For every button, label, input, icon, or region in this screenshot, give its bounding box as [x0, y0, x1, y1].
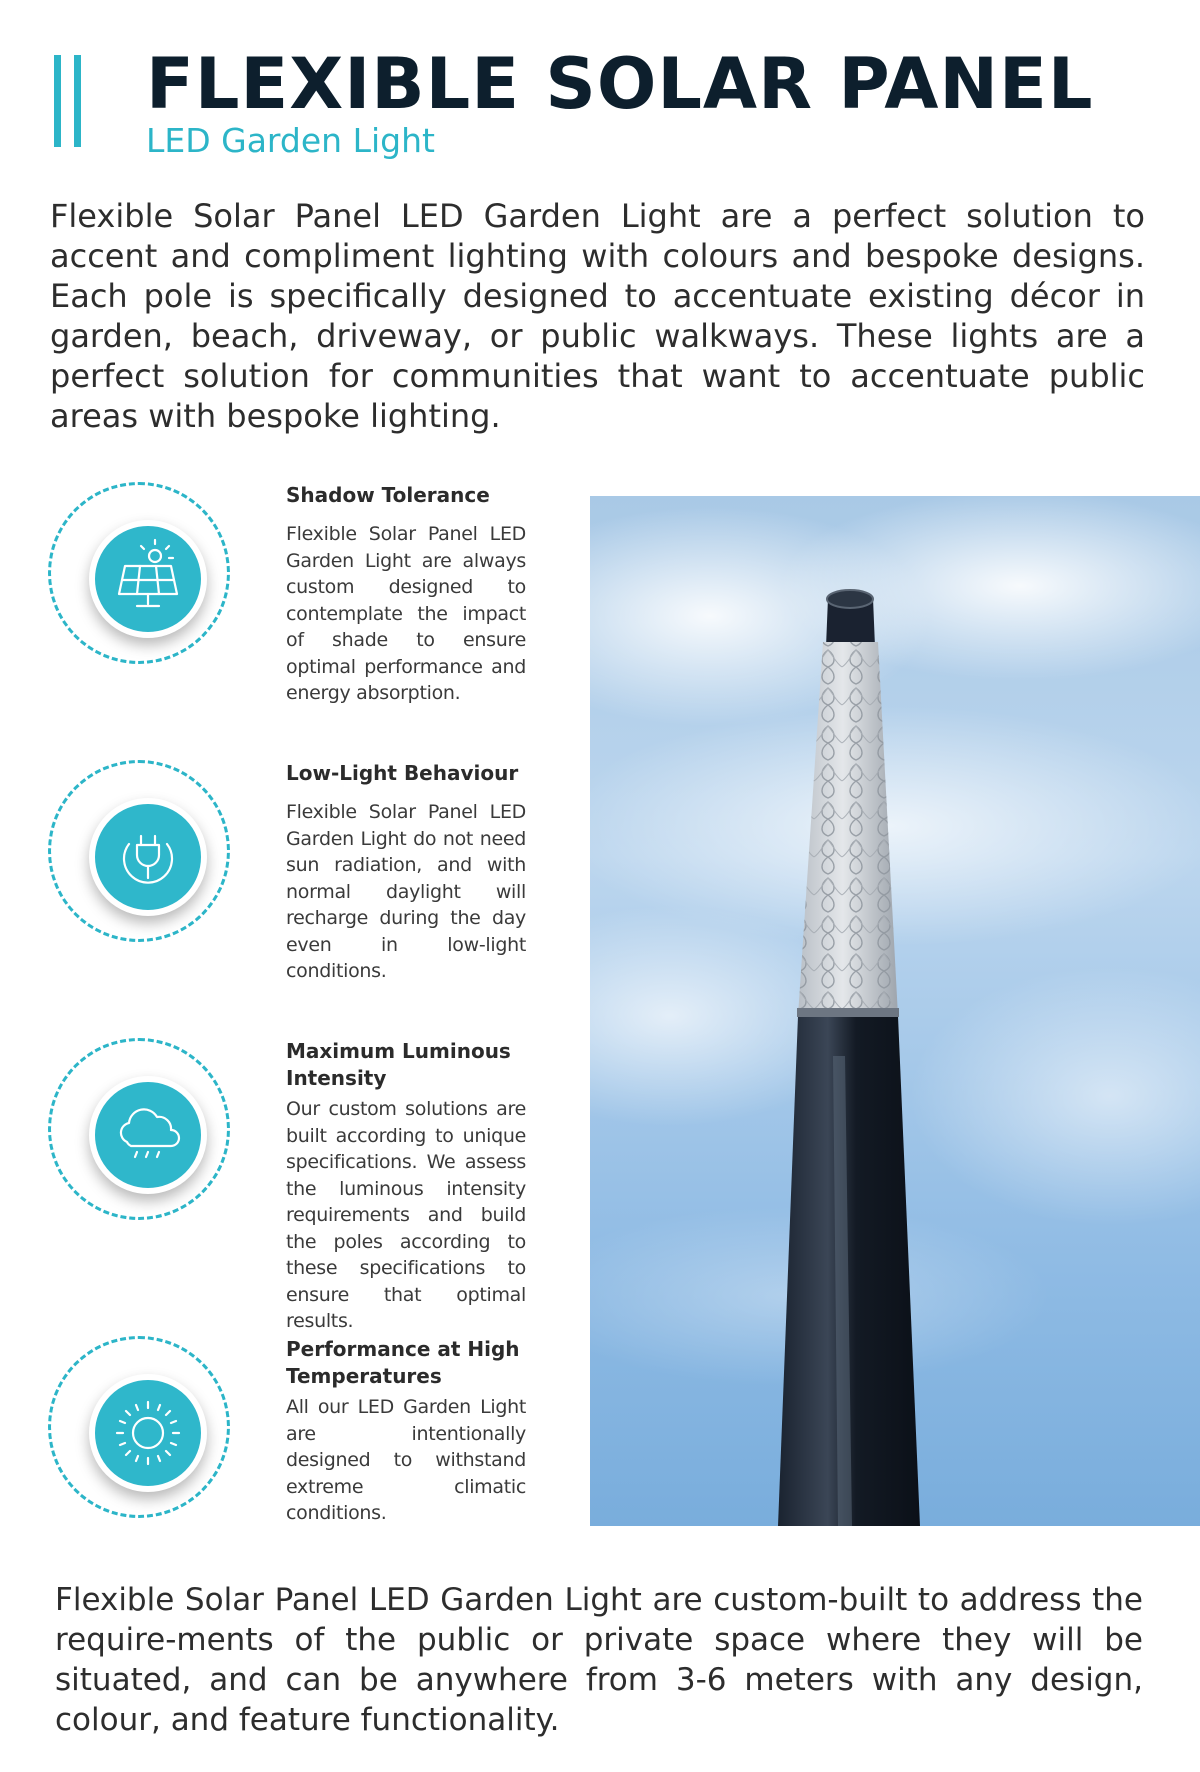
feature-title: Maximum Luminous Intensity: [286, 1039, 511, 1090]
sun-icon: [89, 1374, 207, 1492]
feature-body: Flexible Solar Panel LED Garden Light are always custom designed to contemplate the impact of shade to ensure optimal performance and energy absorption.: [286, 523, 526, 704]
feature-title: Performance at High Temperatures: [286, 1337, 520, 1388]
feature-body: All our LED Garden Light are intentionally designed to withstand extreme climatic conditions.: [286, 1396, 526, 1524]
accent-bar-right: [74, 55, 81, 147]
page-subtitle: LED Garden Light: [146, 121, 435, 160]
intro-paragraph: Flexible Solar Panel LED Garden Light are a perfect solution to accent and compliment lighting with colours and bespoke designs. Each pole is specifically designed to accentuate existing décor in garden, beach, driveway, or public walkways. These lights are a perfect solution for communities that want to accentuate public areas with bespoke lighting.: [50, 197, 1145, 435]
accent-bar-left: [54, 55, 61, 147]
photo-illustration: [590, 496, 1200, 1526]
solar-pole-photo: [590, 496, 1200, 1526]
power-plug-icon: [89, 798, 207, 916]
page-title: FLEXIBLE SOLAR PANEL: [146, 43, 1094, 125]
rain-cloud-icon: [89, 1076, 207, 1194]
feature-title: Low-Light Behaviour: [286, 761, 519, 785]
feature-body: Flexible Solar Panel LED Garden Light do not need sun radiation, and with normal daylight will recharge during the day even in low-light conditions.: [286, 801, 526, 982]
feature-title: Shadow Tolerance: [286, 483, 490, 507]
closing-paragraph: Flexible Solar Panel LED Garden Light are custom-built to address the require-ments of the public or private space where they will be situated, and can be anywhere from 3-6 meters with any design, colour, and feature functionality.: [55, 1582, 1143, 1738]
solar-panel-icon: [89, 520, 207, 638]
feature-body: Our custom solutions are built according to unique specifications. We assess the luminous intensity requirements and build the poles according to these specifications to ensure that optimal results.: [286, 1098, 526, 1332]
